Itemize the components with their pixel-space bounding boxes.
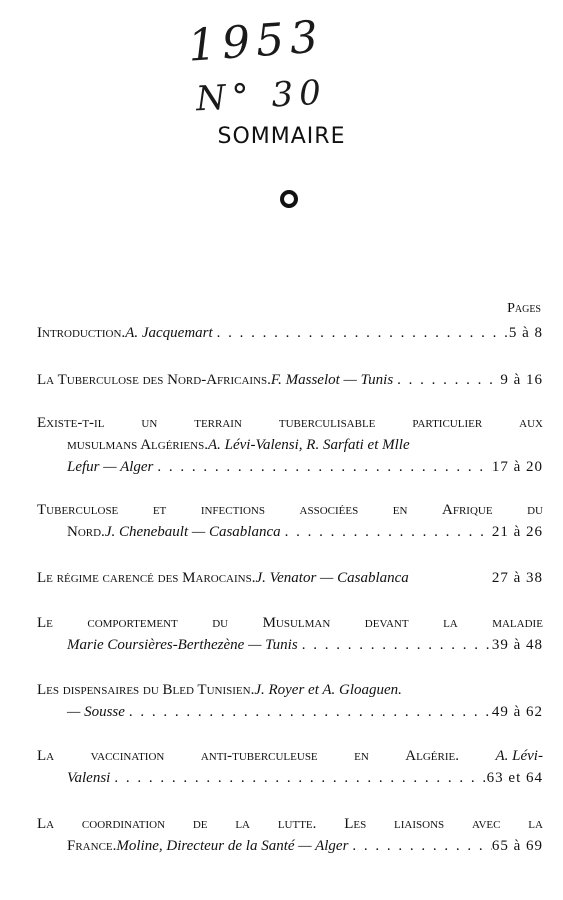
toc-title: Introduction. (37, 325, 126, 341)
dot-leader (393, 369, 500, 391)
dot-leader (348, 835, 491, 857)
toc-title: infections (200, 502, 265, 518)
handwritten-issue-number: N° 30 (195, 72, 328, 120)
toc-title: Les (344, 816, 367, 832)
spacer (409, 567, 492, 589)
toc-title: la (528, 816, 543, 832)
page-title: SOMMAIRE (217, 124, 346, 149)
dot-leader (125, 701, 492, 723)
bullet-ornament (280, 190, 298, 208)
toc-entry (37, 499, 543, 543)
toc-title: et (152, 502, 167, 518)
toc-entry (37, 567, 543, 589)
toc-title: du (212, 615, 229, 631)
toc-entry (37, 679, 543, 723)
toc-line (37, 322, 543, 344)
toc-title: Musulman (262, 615, 331, 631)
toc-title: comportement (87, 615, 178, 631)
toc-entry (37, 612, 543, 656)
page-range: 39 à 48 (491, 637, 543, 653)
toc-line (37, 634, 543, 656)
toc-entry (37, 745, 543, 789)
toc-entry (37, 369, 543, 391)
toc-title: musulmans Algériens. (67, 437, 208, 453)
page-range: 27 à 38 (491, 570, 543, 586)
toc-entry (37, 412, 543, 478)
toc-title: Les dispensaires du Bled Tunisien. (37, 682, 255, 698)
toc-line (37, 567, 543, 589)
toc-line (37, 745, 543, 767)
toc-title: Nord. (67, 524, 105, 540)
toc-line (37, 412, 543, 434)
toc-title: la (235, 816, 250, 832)
toc-title: de (192, 816, 208, 832)
toc-author: F. Masselot — Tunis (270, 372, 394, 388)
toc-author: A. Lévi- (495, 748, 543, 764)
toc-title: avec (471, 816, 501, 832)
dot-leader (298, 634, 492, 656)
page-range: 21 à 26 (491, 524, 543, 540)
toc-author: J. Venator — Casablanca (255, 570, 409, 586)
toc-line (37, 835, 543, 857)
toc-title: lutte. (277, 816, 317, 832)
toc-title: France. (67, 838, 117, 854)
toc-author: Marie Coursières-Berthezène — Tunis (67, 637, 298, 653)
page-range: 17 à 20 (491, 459, 543, 475)
toc-title: La (37, 816, 55, 832)
toc-title-word: en (354, 748, 369, 764)
page-range: 5 à 8 (508, 325, 543, 341)
toc-line (37, 456, 543, 478)
toc-entry (37, 322, 543, 344)
toc-author: J. Chenebault — Casablanca (104, 524, 281, 540)
toc-line (37, 767, 543, 789)
toc-line (37, 813, 543, 835)
toc-author: A. Jacquemart (125, 325, 213, 341)
toc-title-word: La (37, 748, 55, 764)
toc-title: la (443, 615, 458, 631)
toc-title: Afrique (442, 502, 493, 518)
toc-author: — Sousse (67, 704, 125, 720)
toc-title: coordination (81, 816, 166, 832)
dot-leader (281, 521, 492, 543)
toc-title: Tuberculose (37, 502, 119, 518)
toc-title-word: Algérie. (405, 748, 459, 764)
toc-title: devant (364, 615, 409, 631)
toc-line (37, 679, 543, 701)
dot-leader (110, 767, 486, 789)
page-range: 63 et 64 (486, 770, 543, 786)
pages-column-header: Pages (507, 301, 541, 316)
toc-line (37, 701, 543, 723)
toc-title: La Tuberculose des Nord-Africains. (37, 372, 271, 388)
toc-author: Moline, Directeur de la Santé — Alger (116, 838, 349, 854)
toc-line (37, 434, 543, 456)
toc-author: A. Lévi-Valensi, R. Sarfati et Mlle (207, 437, 410, 453)
toc-title: liaisons (394, 816, 445, 832)
toc-author: Valensi (67, 770, 111, 786)
toc-line (37, 521, 543, 543)
toc-title: aux (519, 415, 543, 431)
dot-leader (213, 322, 509, 344)
handwritten-year: 1953 (186, 11, 326, 72)
page-range: 9 à 16 (500, 372, 543, 388)
toc-title: particulier (412, 415, 483, 431)
toc-title-word: anti-tuberculeuse (200, 748, 318, 764)
page-range: 65 à 69 (491, 838, 543, 854)
toc-title: du (527, 502, 543, 518)
toc-title-word: vaccination (90, 748, 165, 764)
toc-line (37, 369, 543, 391)
toc-title: un (141, 415, 158, 431)
toc-title: terrain (194, 415, 242, 431)
toc-title: Existe-t-il (37, 415, 105, 431)
toc-entry (37, 813, 543, 857)
toc-title: Le (37, 615, 53, 631)
toc-title: tuberculisable (278, 415, 376, 431)
toc-line (37, 499, 543, 521)
toc-author: Lefur — Alger (67, 459, 154, 475)
toc-line (37, 612, 543, 634)
toc-title: en (392, 502, 408, 518)
toc-title: maladie (492, 615, 543, 631)
toc-author: J. Royer et A. Gloaguen. (254, 682, 402, 698)
page-range: 49 à 62 (491, 704, 543, 720)
toc-title: Le régime carencé des Marocains. (37, 570, 256, 586)
toc-title: associées (299, 502, 359, 518)
dot-leader (153, 456, 491, 478)
